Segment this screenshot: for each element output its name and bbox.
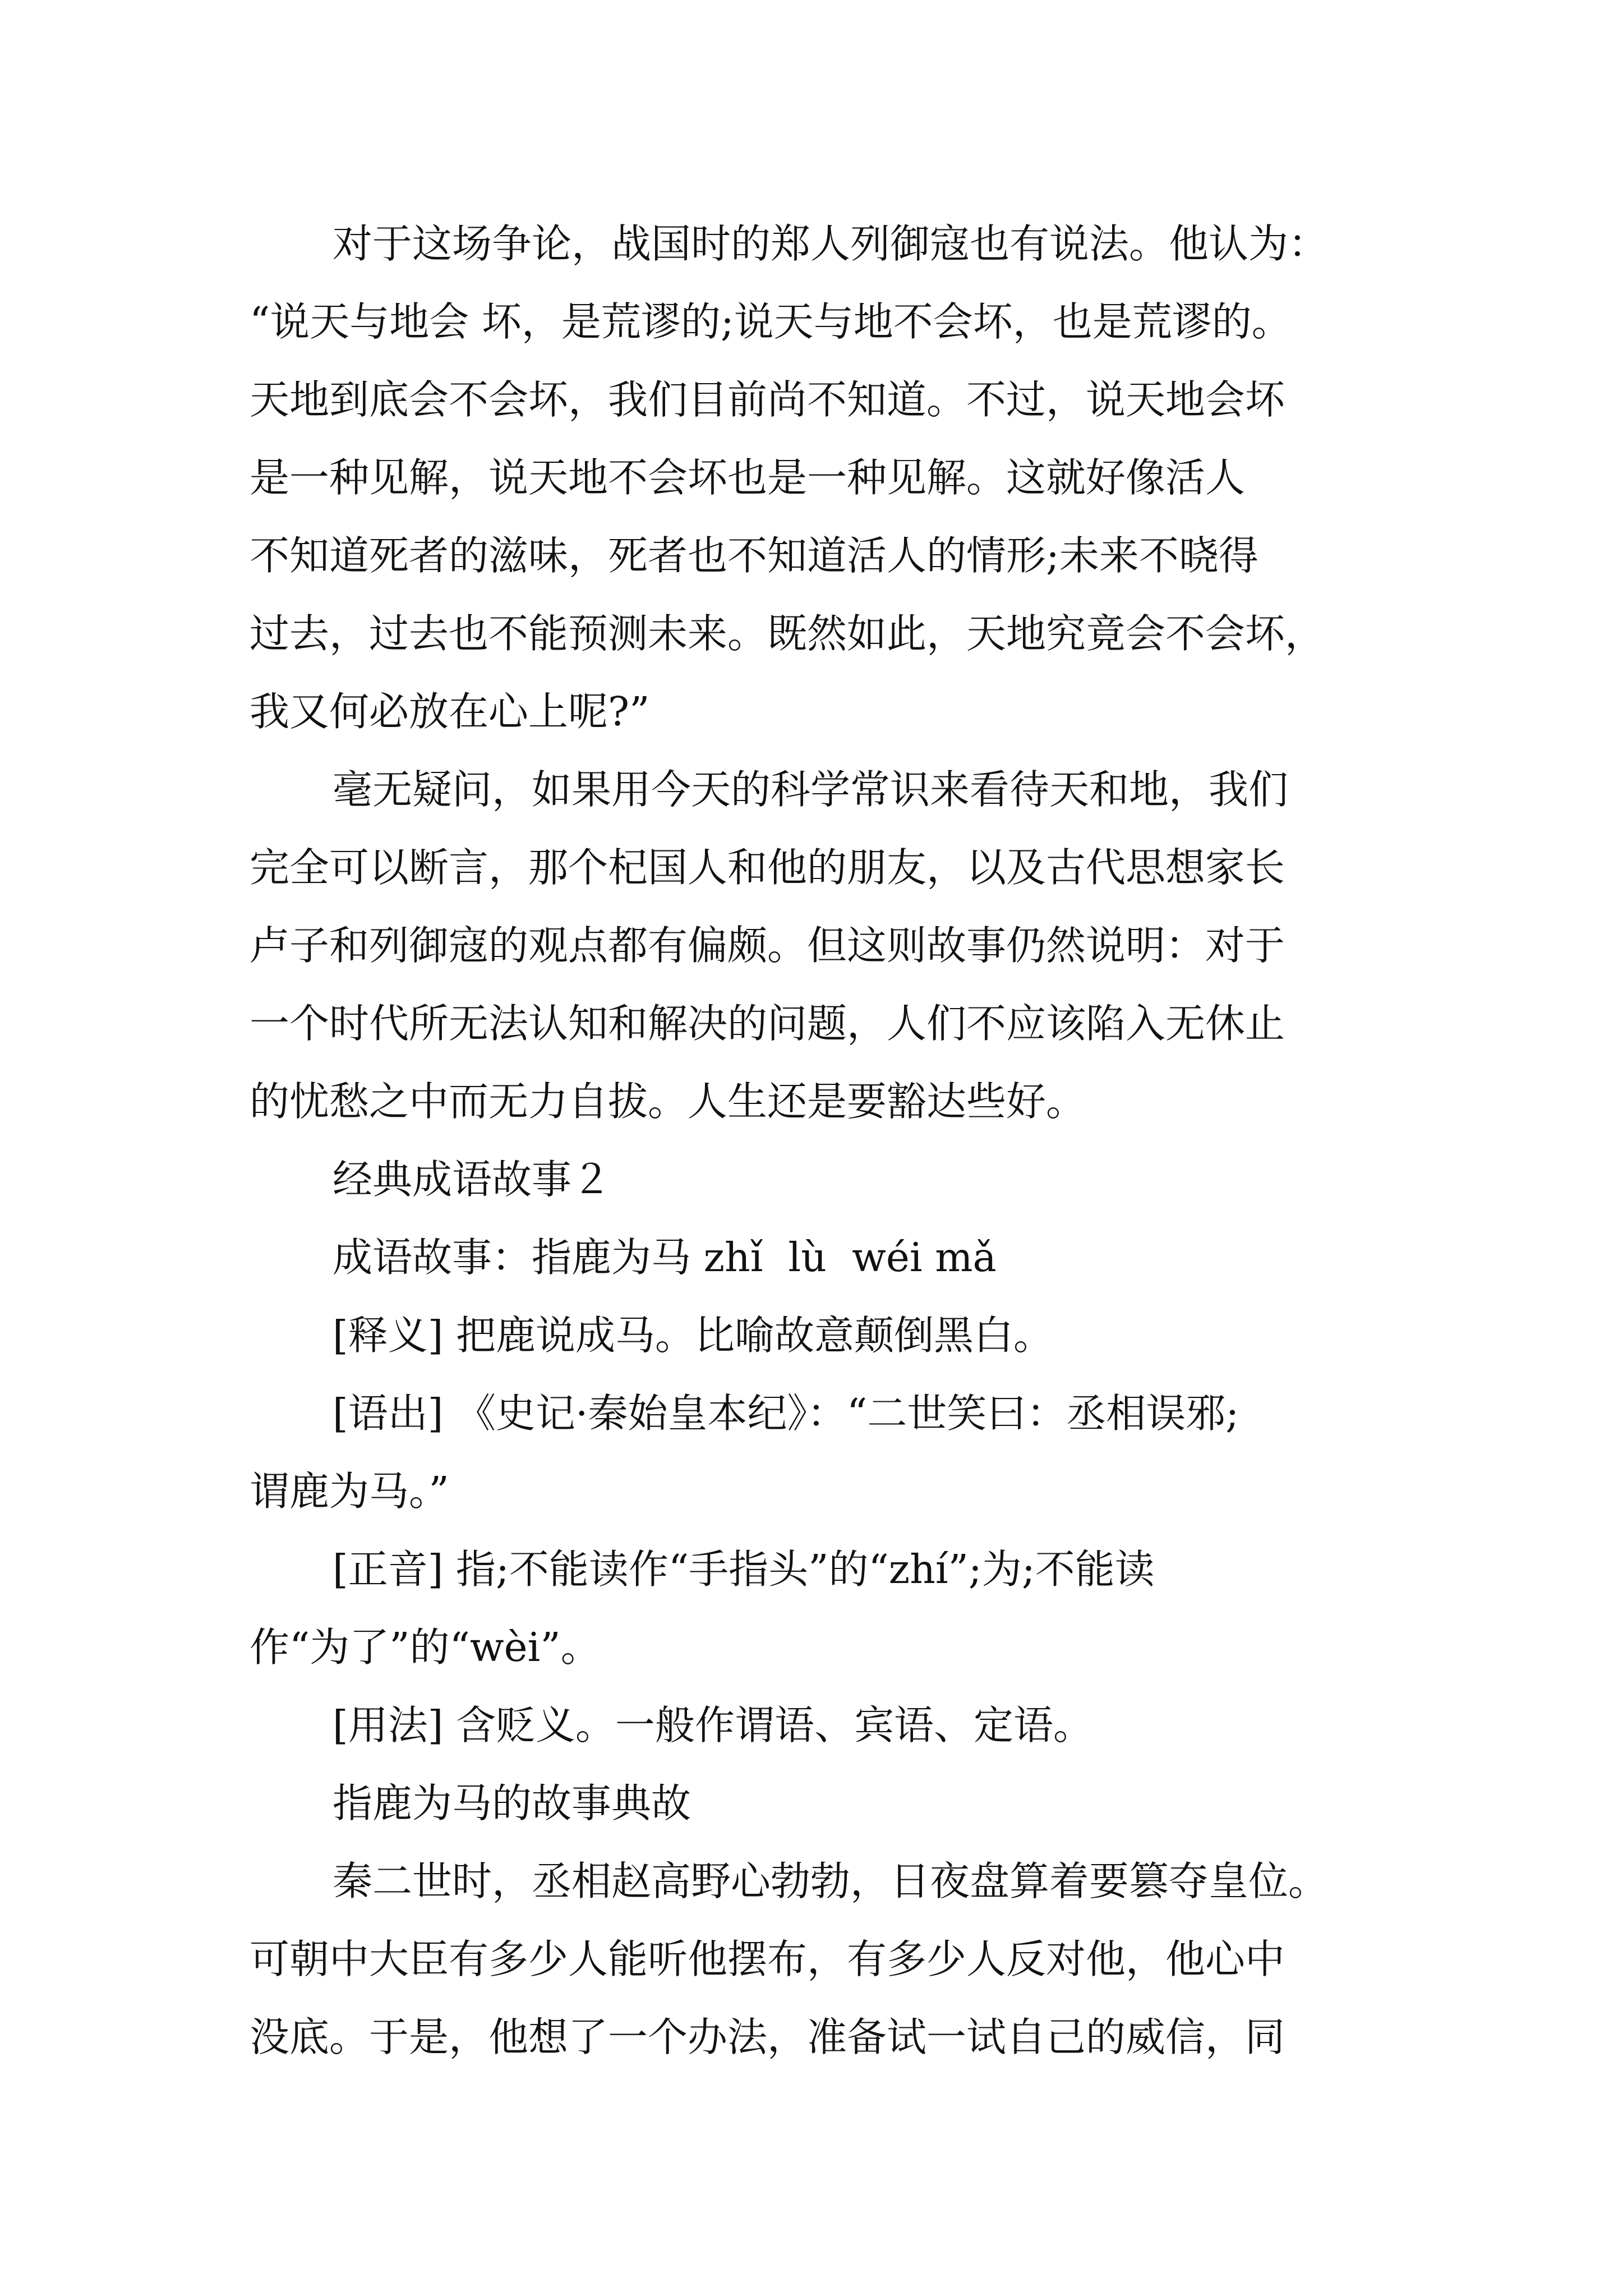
idiom-pronunciation	[250, 1530, 1377, 1686]
text-line: 毫无疑问，如果用今天的科学常识来看待天和地，我们	[333, 766, 1289, 813]
story-paragraph	[250, 1842, 1377, 2076]
story-heading-text: 指鹿为马的故事典故	[333, 1780, 691, 1826]
paragraph-liezi-opinion	[250, 205, 1377, 751]
story-heading	[250, 1764, 1377, 1842]
text-line: 过去，过去也不能预测未来。既然如此，天地究竟会不会坏，	[250, 610, 1325, 657]
text-line: 天地到底会不会坏，我们目前尚不知道。不过，说天地会坏	[250, 376, 1285, 423]
text-line: 是一种见解，说天地不会坏也是一种见解。这就好像活人	[250, 454, 1246, 501]
idiom-source	[250, 1374, 1377, 1530]
source-text: 谓鹿为马。”	[250, 1468, 449, 1515]
document-page	[250, 205, 1377, 2076]
text-line: 完全可以断言，那个杞国人和他的朋友，以及古代思想家长	[250, 844, 1285, 891]
source-text: [语出] 《史记·秦始皇本纪》：“二世笑曰：丞相误邪;	[333, 1390, 1239, 1437]
usage-text: [用法] 含贬义。一般作谓语、宾语、定语。	[333, 1702, 1093, 1749]
heading-text: 经典成语故事２	[333, 1156, 612, 1203]
section-heading	[250, 1140, 1377, 1218]
text-line: 没底。于是，他想了一个办法，准备试一试自己的威信，同	[250, 2014, 1285, 2060]
text-line: 秦二世时，丞相赵高野心勃勃，日夜盘算着要篡夺皇位。	[333, 1858, 1329, 1904]
idiom-usage	[250, 1686, 1377, 1764]
idiom-title	[250, 1218, 1377, 1296]
pronunciation-text: 作“为了”的“wèi”。	[250, 1624, 601, 1671]
text-line: “说天与地会 坏，是荒谬的;说天与地不会坏，也是荒谬的。	[250, 298, 1292, 345]
text-line: 一个时代所无法认知和解决的问题，人们不应该陷入无休止	[250, 1000, 1285, 1047]
idiom-definition	[250, 1296, 1377, 1374]
pronunciation-text: [正音] 指;不能读作“手指头”的“zhí”;为;不能读	[333, 1546, 1155, 1593]
text-line: 可朝中大臣有多少人能听他摆布，有多少人反对他，他心中	[250, 1936, 1285, 1982]
text-line: 我又何必放在心上呢?”	[250, 688, 650, 735]
paragraph-conclusion	[250, 751, 1377, 1140]
text-line: 不知道死者的滋味，死者也不知道活人的情形;未来不晓得	[250, 532, 1258, 579]
text-line: 的忧愁之中而无力自拔。人生还是要豁达些好。	[250, 1078, 1086, 1125]
text-line: 卢子和列御寇的观点都有偏颇。但这则故事仍然说明：对于	[250, 922, 1285, 969]
idiom-title-text: 成语故事：指鹿为马 zhǐ lù wéi mǎ	[333, 1234, 997, 1281]
text-line: 对于这场争论，战国时的郑人列御寇也有说法。他认为：	[333, 220, 1329, 267]
definition-text: [释义] 把鹿说成马。比喻故意颠倒黑白。	[333, 1312, 1053, 1359]
